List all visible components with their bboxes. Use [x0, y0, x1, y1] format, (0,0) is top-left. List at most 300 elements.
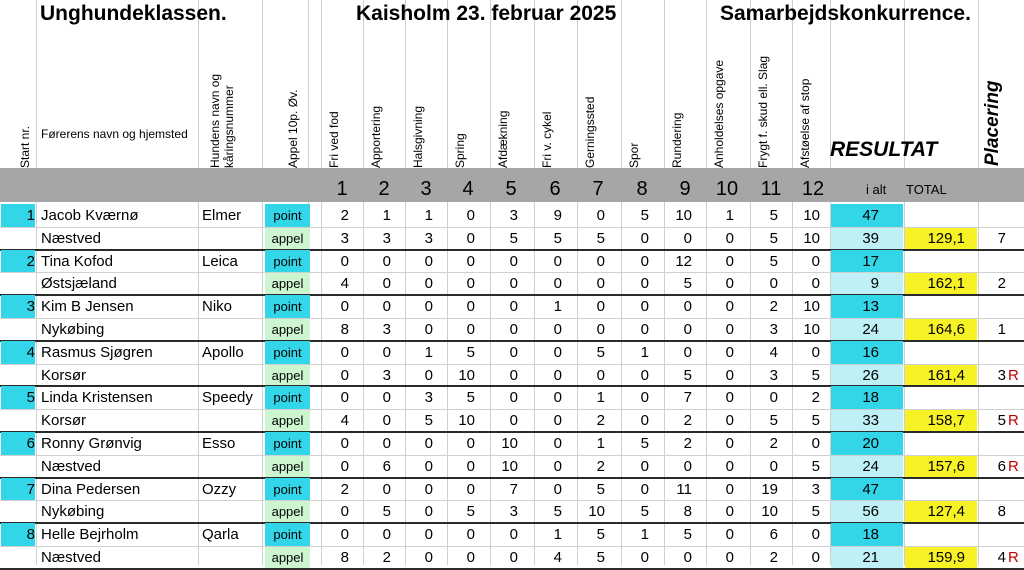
appel-score-7: 5 — [596, 549, 605, 566]
point-score-8: 0 — [640, 298, 649, 316]
point-sum: 16 — [831, 341, 903, 364]
exercise-number-12: 12 — [801, 178, 825, 200]
total-score: 158,7 — [905, 409, 977, 432]
header-exercise-2: Apportering — [369, 105, 383, 168]
handler-name: Kim B Jensen — [41, 298, 134, 316]
point-score-7: 0 — [596, 207, 605, 224]
appel-score-5: 0 — [509, 412, 518, 430]
point-score-11: 6 — [769, 526, 778, 544]
appel-score-1: 4 — [340, 412, 349, 430]
row-divider — [0, 546, 1024, 547]
point-sum: 47 — [831, 478, 903, 501]
table-row — [0, 432, 1024, 455]
remark-mark: R — [1008, 366, 1019, 384]
point-score-6: 0 — [553, 480, 562, 498]
appel-label: appel — [265, 364, 310, 387]
appel-score-9: 0 — [683, 457, 692, 475]
appel-score-11: 0 — [769, 457, 778, 475]
appel-sum: 9 — [831, 272, 903, 295]
appel-label: appel — [265, 546, 310, 569]
appel-score-7: 0 — [596, 366, 605, 384]
point-score-11: 2 — [769, 435, 778, 452]
appel-score-4: 5 — [466, 503, 475, 521]
header-hund: Hundens navn og kåringsnummer — [208, 73, 236, 168]
appel-sum: 26 — [831, 364, 903, 387]
point-score-11: 2 — [769, 298, 778, 316]
table-row — [0, 341, 1024, 364]
appel-sum: 21 — [831, 546, 903, 569]
point-score-7: 1 — [596, 435, 605, 452]
appel-label: appel — [265, 455, 310, 478]
point-score-7: 0 — [596, 252, 605, 270]
point-score-6: 1 — [553, 526, 562, 544]
appel-score-4: 0 — [466, 457, 475, 475]
handler-town: Østsjæland — [41, 275, 117, 293]
point-score-3: 1 — [424, 343, 433, 361]
appel-score-12: 0 — [811, 275, 820, 293]
appel-score-12: 10 — [803, 229, 820, 247]
dog-name: Niko — [202, 298, 233, 316]
title-class: Unghundeklassen. — [40, 2, 227, 25]
appel-score-10: 0 — [725, 457, 734, 475]
placement: 7 — [997, 229, 1006, 247]
appel-score-2: 0 — [382, 412, 391, 430]
point-score-10: 1 — [725, 207, 734, 224]
remark-mark: R — [1008, 457, 1019, 475]
table-row — [0, 364, 1024, 387]
row-divider — [0, 455, 1024, 456]
point-score-7: 5 — [596, 343, 605, 361]
dog-name: Qarla — [202, 526, 239, 544]
point-score-6: 0 — [553, 435, 562, 452]
point-score-6: 0 — [553, 343, 562, 361]
header-exercise-10: Anholdelses opgave — [712, 59, 726, 168]
appel-label: appel — [265, 272, 310, 295]
point-score-4: 0 — [466, 435, 475, 452]
appel-score-8: 5 — [640, 503, 649, 521]
appel-score-9: 2 — [683, 412, 692, 430]
point-score-5: 10 — [501, 435, 518, 452]
point-sum: 17 — [831, 250, 903, 273]
appel-score-7: 0 — [596, 275, 605, 293]
header-start-nr: Start nr. — [18, 125, 32, 168]
appel-score-4: 0 — [466, 275, 475, 293]
table-row — [0, 204, 1024, 227]
point-score-10: 0 — [725, 389, 734, 407]
point-score-12: 10 — [803, 207, 820, 224]
point-score-1: 2 — [340, 480, 349, 498]
header-exercise-3: Halsgivning — [411, 105, 425, 168]
handler-town: Nykøbing — [41, 321, 105, 338]
appel-score-2: 3 — [382, 321, 391, 338]
appel-score-8: 0 — [640, 229, 649, 247]
header-exercise-9: Rundering — [670, 112, 684, 168]
appel-score-10: 0 — [725, 503, 734, 521]
total-score: 157,6 — [905, 455, 977, 478]
appel-score-8: 0 — [640, 321, 649, 338]
appel-score-2: 6 — [382, 457, 391, 475]
handler-name: Helle Bejrholm — [41, 526, 139, 544]
point-score-8: 0 — [640, 252, 649, 270]
point-score-12: 10 — [803, 298, 820, 316]
point-sum: 13 — [831, 295, 903, 318]
row-divider — [0, 227, 1024, 228]
appel-score-3: 0 — [424, 366, 433, 384]
point-score-2: 0 — [382, 435, 391, 452]
appel-score-11: 3 — [769, 321, 778, 338]
header-exercise-8: Spor — [627, 142, 641, 168]
point-score-4: 5 — [466, 389, 475, 407]
point-score-2: 0 — [382, 526, 391, 544]
exercise-number-1: 1 — [336, 178, 348, 200]
point-score-3: 1 — [424, 207, 433, 224]
appel-score-4: 0 — [466, 321, 475, 338]
placement: 1 — [997, 321, 1006, 338]
appel-score-6: 0 — [553, 457, 562, 475]
appel-score-4: 0 — [466, 549, 475, 566]
appel-label: appel — [265, 409, 310, 432]
point-score-3: 0 — [424, 480, 433, 498]
appel-score-5: 5 — [509, 229, 518, 247]
table-row — [0, 295, 1024, 318]
point-score-12: 3 — [811, 480, 820, 498]
appel-score-10: 0 — [725, 229, 734, 247]
total-score: 161,4 — [905, 364, 977, 387]
appel-score-12: 10 — [803, 321, 820, 338]
table-row — [0, 478, 1024, 501]
appel-score-9: 5 — [683, 366, 692, 384]
appel-score-7: 2 — [596, 457, 605, 475]
point-score-9: 0 — [683, 298, 692, 316]
title-event: Kaisholm 23. februar 2025 — [356, 2, 617, 25]
handler-town: Korsør — [41, 366, 86, 384]
exercise-number-3: 3 — [420, 178, 432, 200]
start-number: 5 — [1, 386, 35, 409]
appel-sum: 24 — [831, 318, 903, 341]
point-score-10: 0 — [725, 480, 734, 498]
appel-label: appel — [265, 318, 310, 341]
appel-score-8: 0 — [640, 457, 649, 475]
appel-score-8: 0 — [640, 275, 649, 293]
header-total: TOTAL — [906, 182, 947, 197]
table-row — [0, 546, 1024, 569]
remark-mark — [1008, 500, 1022, 523]
appel-score-11: 0 — [769, 275, 778, 293]
point-score-7: 0 — [596, 298, 605, 316]
total-score: 127,4 — [905, 500, 977, 523]
exercise-number-6: 6 — [549, 178, 561, 200]
exercise-number-5: 5 — [505, 178, 517, 200]
handler-name: Tina Kofod — [41, 252, 113, 270]
table-row — [0, 500, 1024, 523]
appel-score-11: 5 — [769, 229, 778, 247]
total-score: 159,9 — [905, 546, 977, 569]
point-score-4: 0 — [466, 298, 475, 316]
appel-score-2: 5 — [382, 503, 391, 521]
appel-score-9: 8 — [683, 503, 692, 521]
header-exercise-6: Fri v. cykel — [540, 111, 554, 168]
appel-score-1: 0 — [340, 503, 349, 521]
point-score-8: 0 — [640, 389, 649, 407]
point-score-1: 2 — [340, 207, 349, 224]
appel-score-6: 0 — [553, 366, 562, 384]
point-score-9: 5 — [683, 526, 692, 544]
table-row — [0, 272, 1024, 295]
point-score-12: 0 — [811, 526, 820, 544]
handler-name: Ronny Grønvig — [41, 435, 142, 452]
table-row — [0, 409, 1024, 432]
point-sum: 18 — [831, 523, 903, 546]
exercise-number-11: 11 — [760, 178, 782, 200]
table-row — [0, 318, 1024, 341]
appel-score-3: 0 — [424, 457, 433, 475]
appel-score-6: 0 — [553, 321, 562, 338]
point-score-10: 0 — [725, 526, 734, 544]
point-score-9: 11 — [676, 480, 692, 498]
appel-score-7: 5 — [596, 229, 605, 247]
point-score-11: 5 — [769, 207, 778, 224]
point-score-6: 0 — [553, 252, 562, 270]
dog-name: Ozzy — [202, 480, 237, 498]
point-score-8: 5 — [640, 435, 649, 452]
point-label: point — [265, 432, 310, 455]
appel-score-2: 3 — [382, 229, 391, 247]
start-number: 3 — [1, 295, 35, 318]
handler-town: Nykøbing — [41, 503, 105, 521]
point-score-8: 1 — [640, 343, 649, 361]
point-score-5: 0 — [509, 526, 518, 544]
point-score-10: 0 — [725, 435, 734, 452]
table-row — [0, 386, 1024, 409]
point-score-11: 19 — [761, 480, 778, 498]
point-score-2: 0 — [382, 298, 391, 316]
start-number: 6 — [1, 432, 35, 455]
point-score-2: 0 — [382, 252, 391, 270]
start-number: 7 — [1, 478, 35, 501]
point-score-9: 2 — [683, 435, 692, 452]
handler-town: Næstved — [41, 229, 102, 247]
header-appel: Appel 10p. Øv. — [286, 89, 300, 168]
handler-town: Næstved — [41, 549, 102, 566]
appel-score-10: 0 — [725, 275, 734, 293]
row-divider — [0, 272, 1024, 273]
point-score-1: 0 — [340, 298, 349, 316]
point-score-5: 0 — [509, 252, 518, 270]
point-score-5: 0 — [509, 298, 518, 316]
point-label: point — [265, 386, 310, 409]
appel-score-5: 10 — [501, 457, 518, 475]
appel-label: appel — [265, 227, 310, 250]
point-score-2: 0 — [382, 480, 391, 498]
appel-score-9: 0 — [683, 321, 692, 338]
point-score-9: 7 — [683, 389, 692, 407]
appel-score-8: 0 — [640, 366, 649, 384]
appel-score-3: 0 — [424, 549, 433, 566]
point-score-6: 0 — [553, 389, 562, 407]
appel-score-5: 0 — [509, 321, 518, 338]
table-row — [0, 523, 1024, 546]
appel-score-3: 0 — [424, 321, 433, 338]
header-exercise-5: Afdækning — [496, 110, 510, 168]
point-score-9: 10 — [675, 207, 692, 224]
appel-score-10: 0 — [725, 321, 734, 338]
appel-score-5: 3 — [509, 503, 518, 521]
handler-name: Rasmus Sjøgren — [41, 343, 153, 361]
appel-score-10: 0 — [725, 412, 734, 430]
point-score-6: 1 — [553, 298, 562, 316]
point-score-5: 0 — [509, 389, 518, 407]
header-placering: Placering — [982, 80, 1003, 166]
appel-score-12: 5 — [811, 412, 820, 430]
dog-name: Apollo — [202, 343, 244, 361]
appel-score-5: 0 — [509, 549, 518, 566]
handler-name: Dina Pedersen — [41, 480, 141, 498]
appel-sum: 56 — [831, 500, 903, 523]
appel-label: appel — [265, 500, 310, 523]
appel-score-6: 0 — [553, 412, 562, 430]
remark-mark — [1008, 318, 1022, 341]
row-divider — [0, 318, 1024, 319]
exercise-number-2: 2 — [378, 178, 390, 200]
appel-score-7: 2 — [596, 412, 605, 430]
dog-name: Elmer — [202, 207, 242, 224]
point-score-4: 0 — [466, 526, 475, 544]
point-score-12: 0 — [811, 252, 820, 270]
point-sum: 47 — [831, 204, 903, 227]
appel-score-11: 5 — [769, 412, 778, 430]
appel-score-1: 0 — [340, 457, 349, 475]
point-score-5: 3 — [509, 207, 518, 224]
appel-score-3: 0 — [424, 503, 433, 521]
total-score: 129,1 — [905, 227, 977, 250]
appel-score-1: 4 — [340, 275, 349, 293]
appel-score-5: 0 — [509, 275, 518, 293]
row-divider — [0, 409, 1024, 410]
point-label: point — [265, 478, 310, 501]
point-score-3: 0 — [424, 252, 433, 270]
point-score-10: 0 — [725, 252, 734, 270]
header-exercise-11: Frygt f. skud ell. Slag — [756, 55, 770, 168]
point-score-3: 0 — [424, 435, 433, 452]
appel-sum: 24 — [831, 455, 903, 478]
appel-score-11: 10 — [761, 503, 778, 521]
total-score: 162,1 — [905, 272, 977, 295]
exercise-number-4: 4 — [462, 178, 474, 200]
placement: 8 — [997, 503, 1006, 521]
header-foerer: Førerens navn og hjemsted — [41, 127, 188, 141]
point-score-9: 12 — [675, 252, 692, 270]
appel-score-6: 5 — [553, 229, 562, 247]
point-label: point — [265, 204, 310, 227]
appel-score-3: 3 — [424, 229, 433, 247]
appel-score-1: 8 — [340, 321, 349, 338]
appel-score-10: 0 — [725, 366, 734, 384]
exercise-number-10: 10 — [715, 178, 739, 200]
point-label: point — [265, 341, 310, 364]
point-score-5: 7 — [509, 480, 518, 498]
point-score-1: 0 — [340, 526, 349, 544]
point-score-4: 0 — [466, 252, 475, 270]
point-score-11: 4 — [769, 343, 778, 361]
point-score-5: 0 — [509, 343, 518, 361]
point-score-2: 0 — [382, 389, 391, 407]
appel-score-12: 5 — [811, 457, 820, 475]
appel-score-4: 10 — [458, 412, 475, 430]
point-score-3: 0 — [424, 298, 433, 316]
point-sum: 20 — [831, 432, 903, 455]
appel-score-12: 0 — [811, 549, 820, 566]
point-score-7: 1 — [596, 389, 605, 407]
placement: 6 — [997, 457, 1006, 475]
placement: 2 — [997, 275, 1006, 293]
appel-score-4: 10 — [458, 366, 475, 384]
appel-score-2: 0 — [382, 275, 391, 293]
point-score-8: 0 — [640, 480, 649, 498]
header-exercise-4: Spring — [453, 133, 467, 168]
total-score: 164,6 — [905, 318, 977, 341]
appel-score-9: 0 — [683, 229, 692, 247]
appel-score-12: 5 — [811, 503, 820, 521]
point-score-7: 5 — [596, 480, 605, 498]
point-score-1: 0 — [340, 389, 349, 407]
point-score-10: 0 — [725, 298, 734, 316]
point-score-3: 3 — [424, 389, 433, 407]
remark-mark — [1008, 227, 1022, 250]
start-number: 2 — [1, 250, 35, 273]
exercise-number-7: 7 — [592, 178, 604, 200]
placement: 4 — [997, 549, 1006, 566]
handler-town: Korsør — [41, 412, 86, 430]
point-score-4: 0 — [466, 207, 475, 224]
appel-score-11: 2 — [769, 549, 778, 566]
dog-name: Speedy — [202, 389, 253, 407]
participant-separator — [0, 568, 1024, 570]
point-score-12: 0 — [811, 435, 820, 452]
appel-score-12: 5 — [811, 366, 820, 384]
appel-sum: 33 — [831, 409, 903, 432]
appel-score-8: 0 — [640, 549, 649, 566]
appel-score-3: 0 — [424, 275, 433, 293]
remark-mark: R — [1008, 412, 1019, 430]
point-score-3: 0 — [424, 526, 433, 544]
appel-sum: 39 — [831, 227, 903, 250]
point-sum: 18 — [831, 386, 903, 409]
appel-score-10: 0 — [725, 549, 734, 566]
point-score-6: 9 — [553, 207, 562, 224]
point-score-2: 0 — [382, 343, 391, 361]
point-label: point — [265, 295, 310, 318]
point-label: point — [265, 523, 310, 546]
appel-score-3: 5 — [424, 412, 433, 430]
point-score-2: 1 — [382, 207, 391, 224]
point-score-8: 1 — [640, 526, 649, 544]
appel-score-6: 4 — [553, 549, 562, 566]
exercise-number-8: 8 — [636, 178, 648, 200]
appel-score-5: 0 — [509, 366, 518, 384]
header-exercise-7: Gerningssted — [583, 96, 597, 168]
appel-score-6: 0 — [553, 275, 562, 293]
appel-score-11: 3 — [769, 366, 778, 384]
exercise-number-9: 9 — [679, 178, 691, 200]
handler-name: Jacob Kværnø — [41, 207, 139, 224]
appel-score-4: 0 — [466, 229, 475, 247]
point-score-12: 0 — [811, 343, 820, 361]
header-exercise-1: Fri ved fod — [327, 111, 341, 168]
remark-mark: R — [1008, 549, 1019, 566]
placement: 3 — [997, 366, 1006, 384]
header-exercise-12: Afstøelse af stop — [798, 78, 812, 168]
appel-score-2: 2 — [382, 549, 391, 566]
